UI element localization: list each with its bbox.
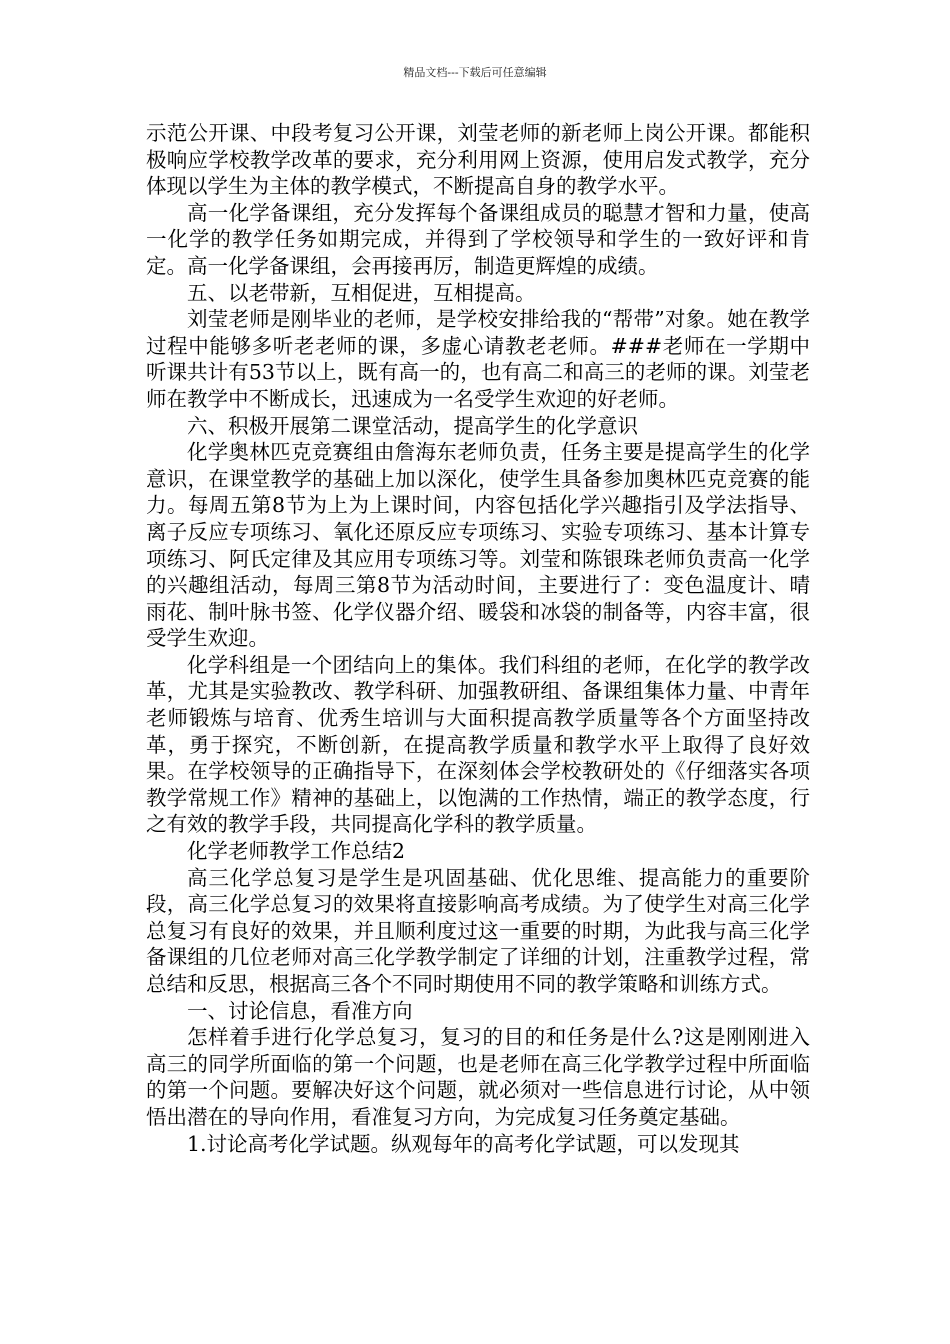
section-heading: 五、以老带新，互相促进，互相提高。 (187, 280, 536, 305)
document-body (146, 120, 810, 1157)
paragraph: 化学奥林匹克竞赛组由詹海东老师负责，任务主要是提高学生的化学意识，在课堂教学的基础上加以深化，使学生具备参加奥林匹克竞赛的能力。每周五第8节为上为上课时间，内容包括化学兴趣指引及学法指导、离子反应专项练习、氧化还原反应专项练习、实验专项练习、基本计算专项练习、阿氏定律及其应用专项练习等。刘莹和陈银珠老师负责高一化学的兴趣组活动，每周三第8节为活动时间，主要进行了：变色温度计、晴雨花、制叶脉书签、化学仪器介绍、暖袋和冰袋的制备等，内容丰富，很受学生欢迎。 (146, 440, 810, 651)
paragraph: 1.讨论高考化学试题。纵观每年的高考化学试题，可以发现其 (187, 1131, 740, 1156)
paragraph: 怎样着手进行化学总复习，复习的目的和任务是什么?这是刚刚进入高三的同学所面临的第一个问题，也是老师在高三化学教学过程中所面临的第一个问题。要解决好这个问题，就必须对一些信息进行讨论，从中领悟出潜在的导向作用，看准复习方向，为完成复习任务奠定基础。 (146, 1025, 810, 1129)
page-header: 精品文档---下载后可任意编辑 (403, 66, 547, 79)
paragraph: 化学科组是一个团结向上的集体。我们科组的老师，在化学的教学改革，尤其是实验教改、教学科研、加强教研组、备课组集体力量、中青年老师锻炼与培育、优秀生培训与大面积提高教学质量等各个方面坚持改革，勇于探究，不断创新，在提高教学质量和教学水平上取得了良好效果。在学校领导的正确指导下，在深刻体会学校教研处的《仔细落实各项教学常规工作》精神的基础上，以饱满的工作热情，端正的教学态度，行之有效的教学手段，共同提高化学科的教学质量。 (146, 652, 810, 837)
document-title: 化学老师教学工作总结2 (187, 839, 406, 864)
paragraph: 高三化学总复习是学生是巩固基础、优化思维、提高能力的重要阶段，高三化学总复习的效果将直接影响高考成绩。为了使学生对高三化学总复习有良好的效果，并且顺利度过这一重要的时期，为此我与高三化学备课组的几位老师对高三化学教学制定了详细的计划，注重教学过程，常总结和反思，根据高三各个不同时期使用不同的教学策略和训练方式。 (146, 865, 810, 996)
paragraph: 刘莹老师是刚毕业的老师，是学校安排给我的“帮带”对象。她在教学过程中能够多听老老师的课，多虚心请教老老师。###老师在一学期中听课共计有53节以上，既有高一的，也有高二和高三的老师的课。刘莹老师在教学中不断成长，迅速成为一名受学生欢迎的好老师。 (146, 307, 810, 411)
section-heading: 六、积极开展第二课堂活动，提高学生的化学意识 (187, 413, 638, 438)
paragraph: 示范公开课、中段考复习公开课，刘莹老师的新老师上岗公开课。都能积极响应学校教学改革的要求，充分利用网上资源，使用启发式教学，充分体现以学生为主体的教学模式，不断提高自身的教学水平。 (146, 121, 810, 199)
section-heading: 一、讨论信息，看准方向 (187, 998, 413, 1023)
paragraph: 高一化学备课组，充分发挥每个备课组成员的聪慧才智和力量，使高一化学的教学任务如期完成，并得到了学校领导和学生的一致好评和肯定。高一化学备课组，会再接再厉，制造更辉煌的成绩。 (146, 200, 810, 278)
